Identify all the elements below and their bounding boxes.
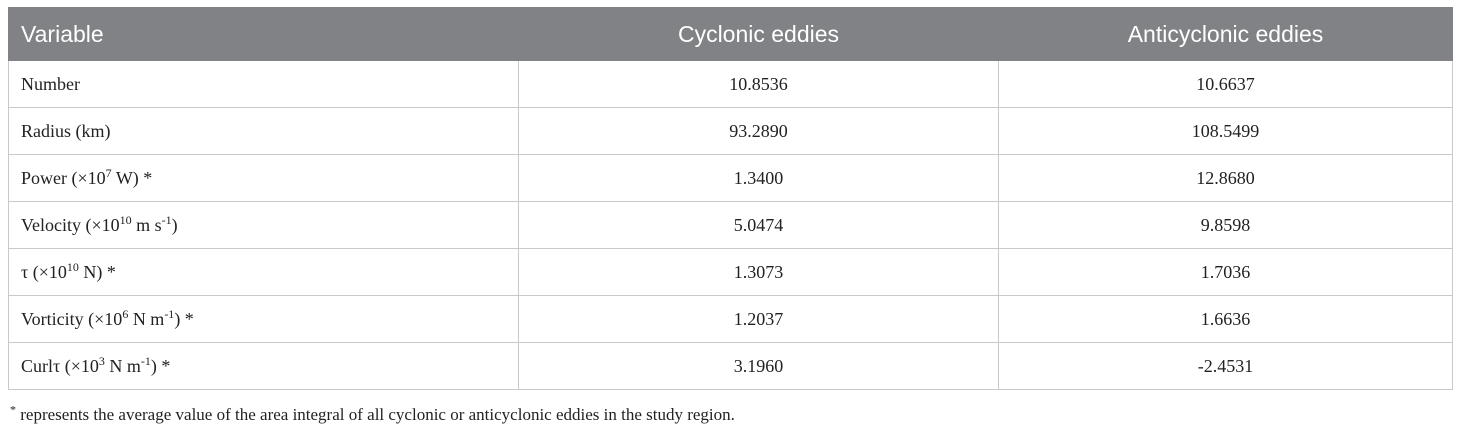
cell-cyclonic: 1.3073 <box>519 249 999 296</box>
variable-unit-tail: ) <box>171 214 178 235</box>
variable-label: Radius (km) <box>21 120 111 141</box>
variable-unit: N) * <box>78 261 116 282</box>
cell-variable <box>9 108 519 155</box>
footnote-text: represents the average value of the area integral of all cyclonic or anticyclonic eddies in the study region. <box>16 405 735 424</box>
variable-unit-tail: ) * <box>174 308 194 329</box>
table-row <box>9 343 1453 390</box>
variable-unit-tail: ) * <box>150 355 171 376</box>
table-row <box>9 249 1453 296</box>
cell-anticyclonic: 1.6636 <box>999 296 1453 343</box>
variable-label: τ (×10 <box>21 261 67 282</box>
cell-variable <box>9 343 519 390</box>
cell-anticyclonic: 12.8680 <box>999 155 1453 202</box>
variable-exponent: 6 <box>122 306 129 321</box>
variable-unit: m s <box>131 214 162 235</box>
cell-cyclonic: 1.3400 <box>519 155 999 202</box>
cell-variable <box>9 61 519 108</box>
cell-anticyclonic: -2.4531 <box>999 343 1453 390</box>
cell-cyclonic: 10.8536 <box>519 61 999 108</box>
header-anticyclonic: Anticyclonic eddies <box>999 8 1453 61</box>
variable-label: Vorticity (×10 <box>21 308 123 329</box>
table-row <box>9 108 1453 155</box>
cell-cyclonic: 93.2890 <box>519 108 999 155</box>
variable-exponent: 10 <box>66 259 79 274</box>
cell-variable <box>9 296 519 343</box>
cell-cyclonic: 3.1960 <box>519 343 999 390</box>
table-header-row <box>9 8 1453 61</box>
variable-exponent: 10 <box>119 212 132 227</box>
cell-cyclonic: 1.2037 <box>519 296 999 343</box>
data-table-container <box>8 7 1452 390</box>
cell-anticyclonic: 9.8598 <box>999 202 1453 249</box>
variable-unit: N m <box>104 355 141 376</box>
variable-label: Velocity (×10 <box>21 214 120 235</box>
variable-unit-exponent: -1 <box>161 212 172 227</box>
variable-label: Number <box>21 73 80 94</box>
cell-anticyclonic: 1.7036 <box>999 249 1453 296</box>
table-row <box>9 61 1453 108</box>
cell-variable <box>9 202 519 249</box>
variable-unit: W) * <box>111 167 153 188</box>
variable-label: Power (×10 <box>21 167 106 188</box>
cell-variable <box>9 249 519 296</box>
table-body <box>9 61 1453 390</box>
variable-label: Curlτ (×10 <box>21 355 99 376</box>
header-variable: Variable <box>9 8 519 61</box>
cell-variable <box>9 155 519 202</box>
cell-anticyclonic: 108.5499 <box>999 108 1453 155</box>
cell-anticyclonic: 10.6637 <box>999 61 1453 108</box>
header-cyclonic: Cyclonic eddies <box>519 8 999 61</box>
variable-unit: N m <box>128 308 165 329</box>
variable-unit-exponent: -1 <box>164 306 175 321</box>
table-row <box>9 202 1453 249</box>
cell-cyclonic: 5.0474 <box>519 202 999 249</box>
table-row <box>9 155 1453 202</box>
eddy-statistics-table <box>8 7 1453 390</box>
footnote-marker: * <box>10 402 16 417</box>
table-footnote <box>10 402 735 425</box>
table-row <box>9 296 1453 343</box>
variable-exponent: 7 <box>105 165 112 180</box>
variable-unit-exponent: -1 <box>140 353 151 368</box>
variable-exponent: 3 <box>98 353 105 368</box>
